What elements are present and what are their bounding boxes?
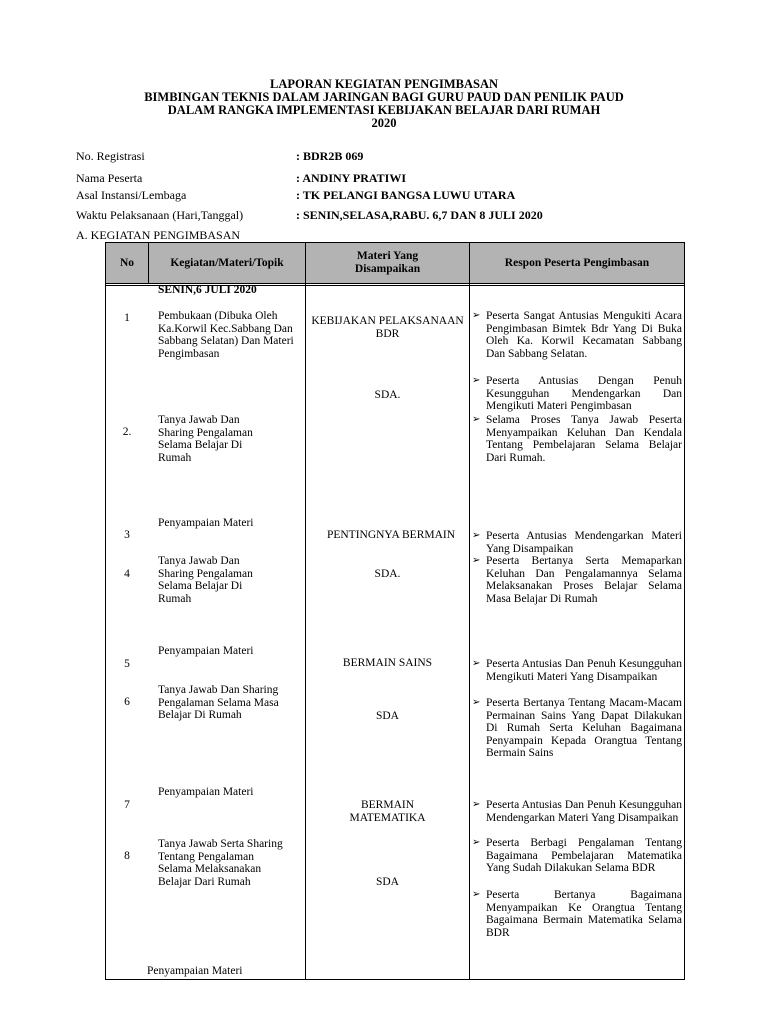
info-value: : TK PELANGI BANGSA LUWU UTARA	[296, 188, 516, 202]
row-number: 8	[124, 850, 130, 862]
activity-text: Tanya Jawab Dan Sharing Pengalaman Selama Belajar Di Rumah	[158, 555, 253, 605]
activity-table	[105, 242, 685, 980]
response-text: Peserta Sangat Antusias Mengukiti Acara Pengimbasan Bimtek Bdr Yang Di Buka Oleh Ka. Korwil Kecamatan Sabbang Dan Sabbang Selatan.	[486, 310, 682, 360]
table-header	[106, 243, 684, 284]
material-text: SDA.	[374, 568, 401, 580]
arrow-bullet-icon: ➢	[472, 799, 481, 810]
row-number: 4	[124, 568, 130, 580]
arrow-bullet-icon: ➢	[472, 889, 481, 900]
response-text: Peserta Bertanya Serta Memaparkan Keluhan Dan Pengalamannya Selama Melaksanakan Proses Belajar Selama Masa Belajar Di Rumah	[486, 555, 682, 605]
material-text: PENTINGNYA BERMAIN	[326, 529, 456, 541]
info-value: : SENIN,SELASA,RABU. 6,7 DAN 8 JULI 2020	[296, 208, 543, 222]
info-label: Nama Peserta	[76, 171, 143, 185]
arrow-bullet-icon: ➢	[472, 310, 481, 321]
section-title: A. KEGIATAN PENGIMBASAN	[76, 228, 241, 242]
arrow-bullet-icon: ➢	[472, 658, 481, 669]
row-number: 1	[124, 312, 130, 324]
header-response: Respon Peserta Pengimbasan	[504, 256, 650, 269]
column-divider	[469, 243, 470, 979]
info-label: Waktu Pelaksanaan (Hari,Tanggal)	[76, 208, 244, 222]
activity-text: Penyampaian Materi	[158, 517, 254, 529]
material-text: BERMAIN SAINS	[342, 657, 433, 669]
response-text: Selama Proses Tanya Jawab Peserta Menyampaikan Keluhan Dan Kendala Tentang Pembelajaran Selama Belajar Dari Rumah.	[486, 414, 682, 464]
title-line-1: LAPORAN KEGIATAN PENGIMBASAN	[269, 77, 499, 91]
activity-text: Tanya Jawab Dan Sharing Pengalaman Selama Belajar Di Rumah	[158, 414, 253, 464]
material-text: SDA.	[374, 389, 401, 401]
response-text: Peserta Bertanya Bagaimana Menyampaikan Ke Orangtua Tentang Bagaimana Bermain Matematika Selama BDR	[486, 889, 682, 939]
title-line-2: BIMBINGAN TEKNIS DALAM JARINGAN BAGI GURU PAUD DAN PENILIK PAUD	[144, 90, 624, 104]
row-number: 2.	[122, 426, 132, 438]
arrow-bullet-icon: ➢	[472, 837, 481, 848]
row-number: 3	[124, 529, 130, 541]
header-no: No	[119, 256, 135, 269]
response-text: Peserta Antusias Dan Penuh Kesungguhan Mengikuti Materi Yang Disampaikan	[486, 658, 682, 683]
activity-text: Tanya Jawab Serta Sharing Tentang Pengalaman Selama Melaksanakan Belajar Dari Rumah	[158, 838, 283, 888]
material-text: KEBIJAKAN PELAKSANAAN BDR	[311, 315, 464, 340]
activity-text: Penyampaian Materi	[158, 645, 254, 657]
response-text: Peserta Antusias Dengan Penuh Kesungguhan Mendengarkan Dan Mengikuti Materi Pengimbasan	[486, 375, 682, 412]
activity-text: Pembukaan (Dibuka Oleh Ka.Korwil Kec.Sabbang Dan Sabbang Selatan) Dan Materi Pengimbasan	[158, 310, 294, 360]
title-line-4: 2020	[371, 116, 397, 130]
row-number: 5	[124, 658, 130, 670]
arrow-bullet-icon: ➢	[472, 697, 481, 708]
info-label: No. Registrasi	[76, 149, 145, 163]
material-text: SDA	[375, 710, 399, 722]
activity-text: Penyampaian Materi	[147, 965, 243, 977]
arrow-bullet-icon: ➢	[472, 555, 481, 566]
response-text: Peserta Antusias Dan Penuh Kesungguhan Mendengarkan Materi Yang Disampaikan	[486, 799, 682, 824]
info-value: : ANDINY PRATIWI	[296, 171, 407, 185]
row-number: 6	[124, 696, 130, 708]
row-number: 7	[124, 799, 130, 811]
activity-text: Penyampaian Materi	[158, 786, 254, 798]
response-text: Peserta Bertanya Tentang Macam-Macam Permainan Sains Yang Dapat Dilakukan Di Rumah Serta Keluhan Bagaimana Penyampain Kepada Orangtua Tentang Bermain Sains	[486, 697, 682, 759]
info-value: : BDR2B 069	[296, 149, 364, 163]
header-material: Materi Yang Disampaikan	[354, 250, 421, 275]
response-text: Peserta Antusias Mendengarkan Materi Yang Disampaikan	[486, 530, 682, 555]
activity-text: Tanya Jawab Dan Sharing Pengalaman Selama Masa Belajar Di Rumah	[158, 684, 279, 721]
header-divider	[148, 243, 149, 283]
material-text: BERMAIN MATEMATIKA	[349, 799, 426, 824]
response-text: Peserta Berbagi Pengalaman Tentang Bagaimana Pembelajaran Matematika Yang Sudah Dilakukan Selama BDR	[486, 837, 682, 874]
material-text: SDA	[375, 876, 399, 888]
header-activity: Kegiatan/Materi/Topik	[170, 256, 284, 269]
arrow-bullet-icon: ➢	[472, 375, 481, 386]
arrow-bullet-icon: ➢	[472, 530, 481, 541]
info-label: Asal Instansi/Lembaga	[76, 188, 187, 202]
column-divider	[305, 243, 306, 979]
day-label: SENIN,6 JULI 2020	[158, 284, 257, 296]
arrow-bullet-icon: ➢	[472, 414, 481, 425]
title-line-3: DALAM RANGKA IMPLEMENTASI KEBIJAKAN BELAJAR DARI RUMAH	[167, 103, 601, 117]
